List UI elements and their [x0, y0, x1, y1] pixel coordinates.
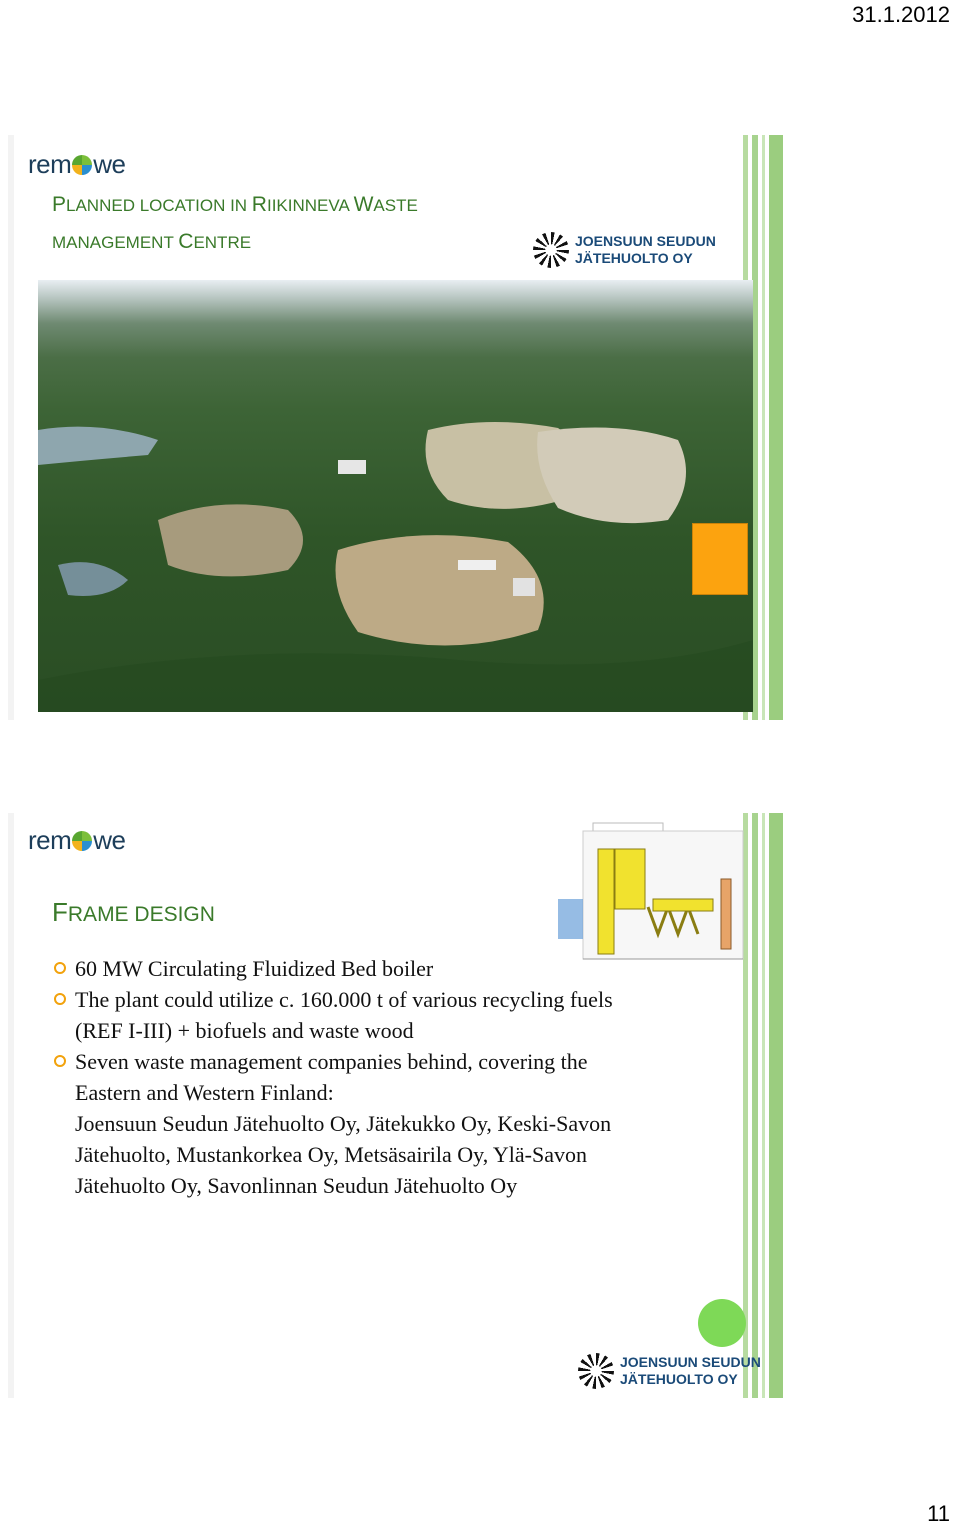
flower-logo-icon — [533, 232, 569, 268]
globe-icon — [72, 831, 92, 851]
boiler-diagram — [553, 819, 748, 961]
slide-planned-location — [8, 135, 783, 720]
green-stripe-border — [743, 813, 783, 1398]
flower-logo-icon — [578, 1353, 614, 1389]
bullet-list — [54, 953, 644, 1201]
removewe-logo: rem we — [28, 149, 126, 179]
list-item: Seven waste management companies behind, covering the Eastern and Western Finland: — [54, 1046, 644, 1108]
aerial-photo-drawing — [38, 280, 753, 712]
planned-location-marker — [692, 523, 748, 595]
date-stamp: 31.1.2012 — [852, 2, 950, 27]
partner-logo: JOENSUUN SEUDUN JÄTEHUOLTO OY — [578, 1353, 761, 1389]
slide-title: FRAME DESIGN — [52, 897, 215, 927]
list-item: The plant could utilize c. 160.000 t of various recycling fuels (REF I-III) + biofuels and waste wood — [54, 984, 644, 1046]
page-number: 11 — [927, 1501, 950, 1526]
slide-frame-design — [8, 813, 783, 1398]
list-item: 60 MW Circulating Fluidized Bed boiler — [54, 953, 644, 984]
slide-title: PLANNED LOCATION IN RIIKINNEVA WASTE MANAGEMENT CENTRE — [52, 193, 418, 253]
aerial-photo — [38, 280, 753, 712]
slide-left-edge — [8, 813, 14, 1398]
companies-list: Joensuun Seudun Jätehuolto Oy, Jätekukko Oy, Keski-Savon Jätehuolto, Mustankorkea Oy, Metsäsairila Oy, Ylä-Savon Jätehuolto Oy, Savonlinnan Seudun Jätehuolto Oy — [75, 1111, 612, 1198]
globe-icon — [72, 155, 92, 175]
partner-logo: JOENSUUN SEUDUN JÄTEHUOLTO OY — [533, 232, 716, 268]
slide-left-edge — [8, 135, 14, 720]
green-circle-decoration — [698, 1299, 746, 1347]
removewe-logo: rem we — [28, 825, 126, 855]
